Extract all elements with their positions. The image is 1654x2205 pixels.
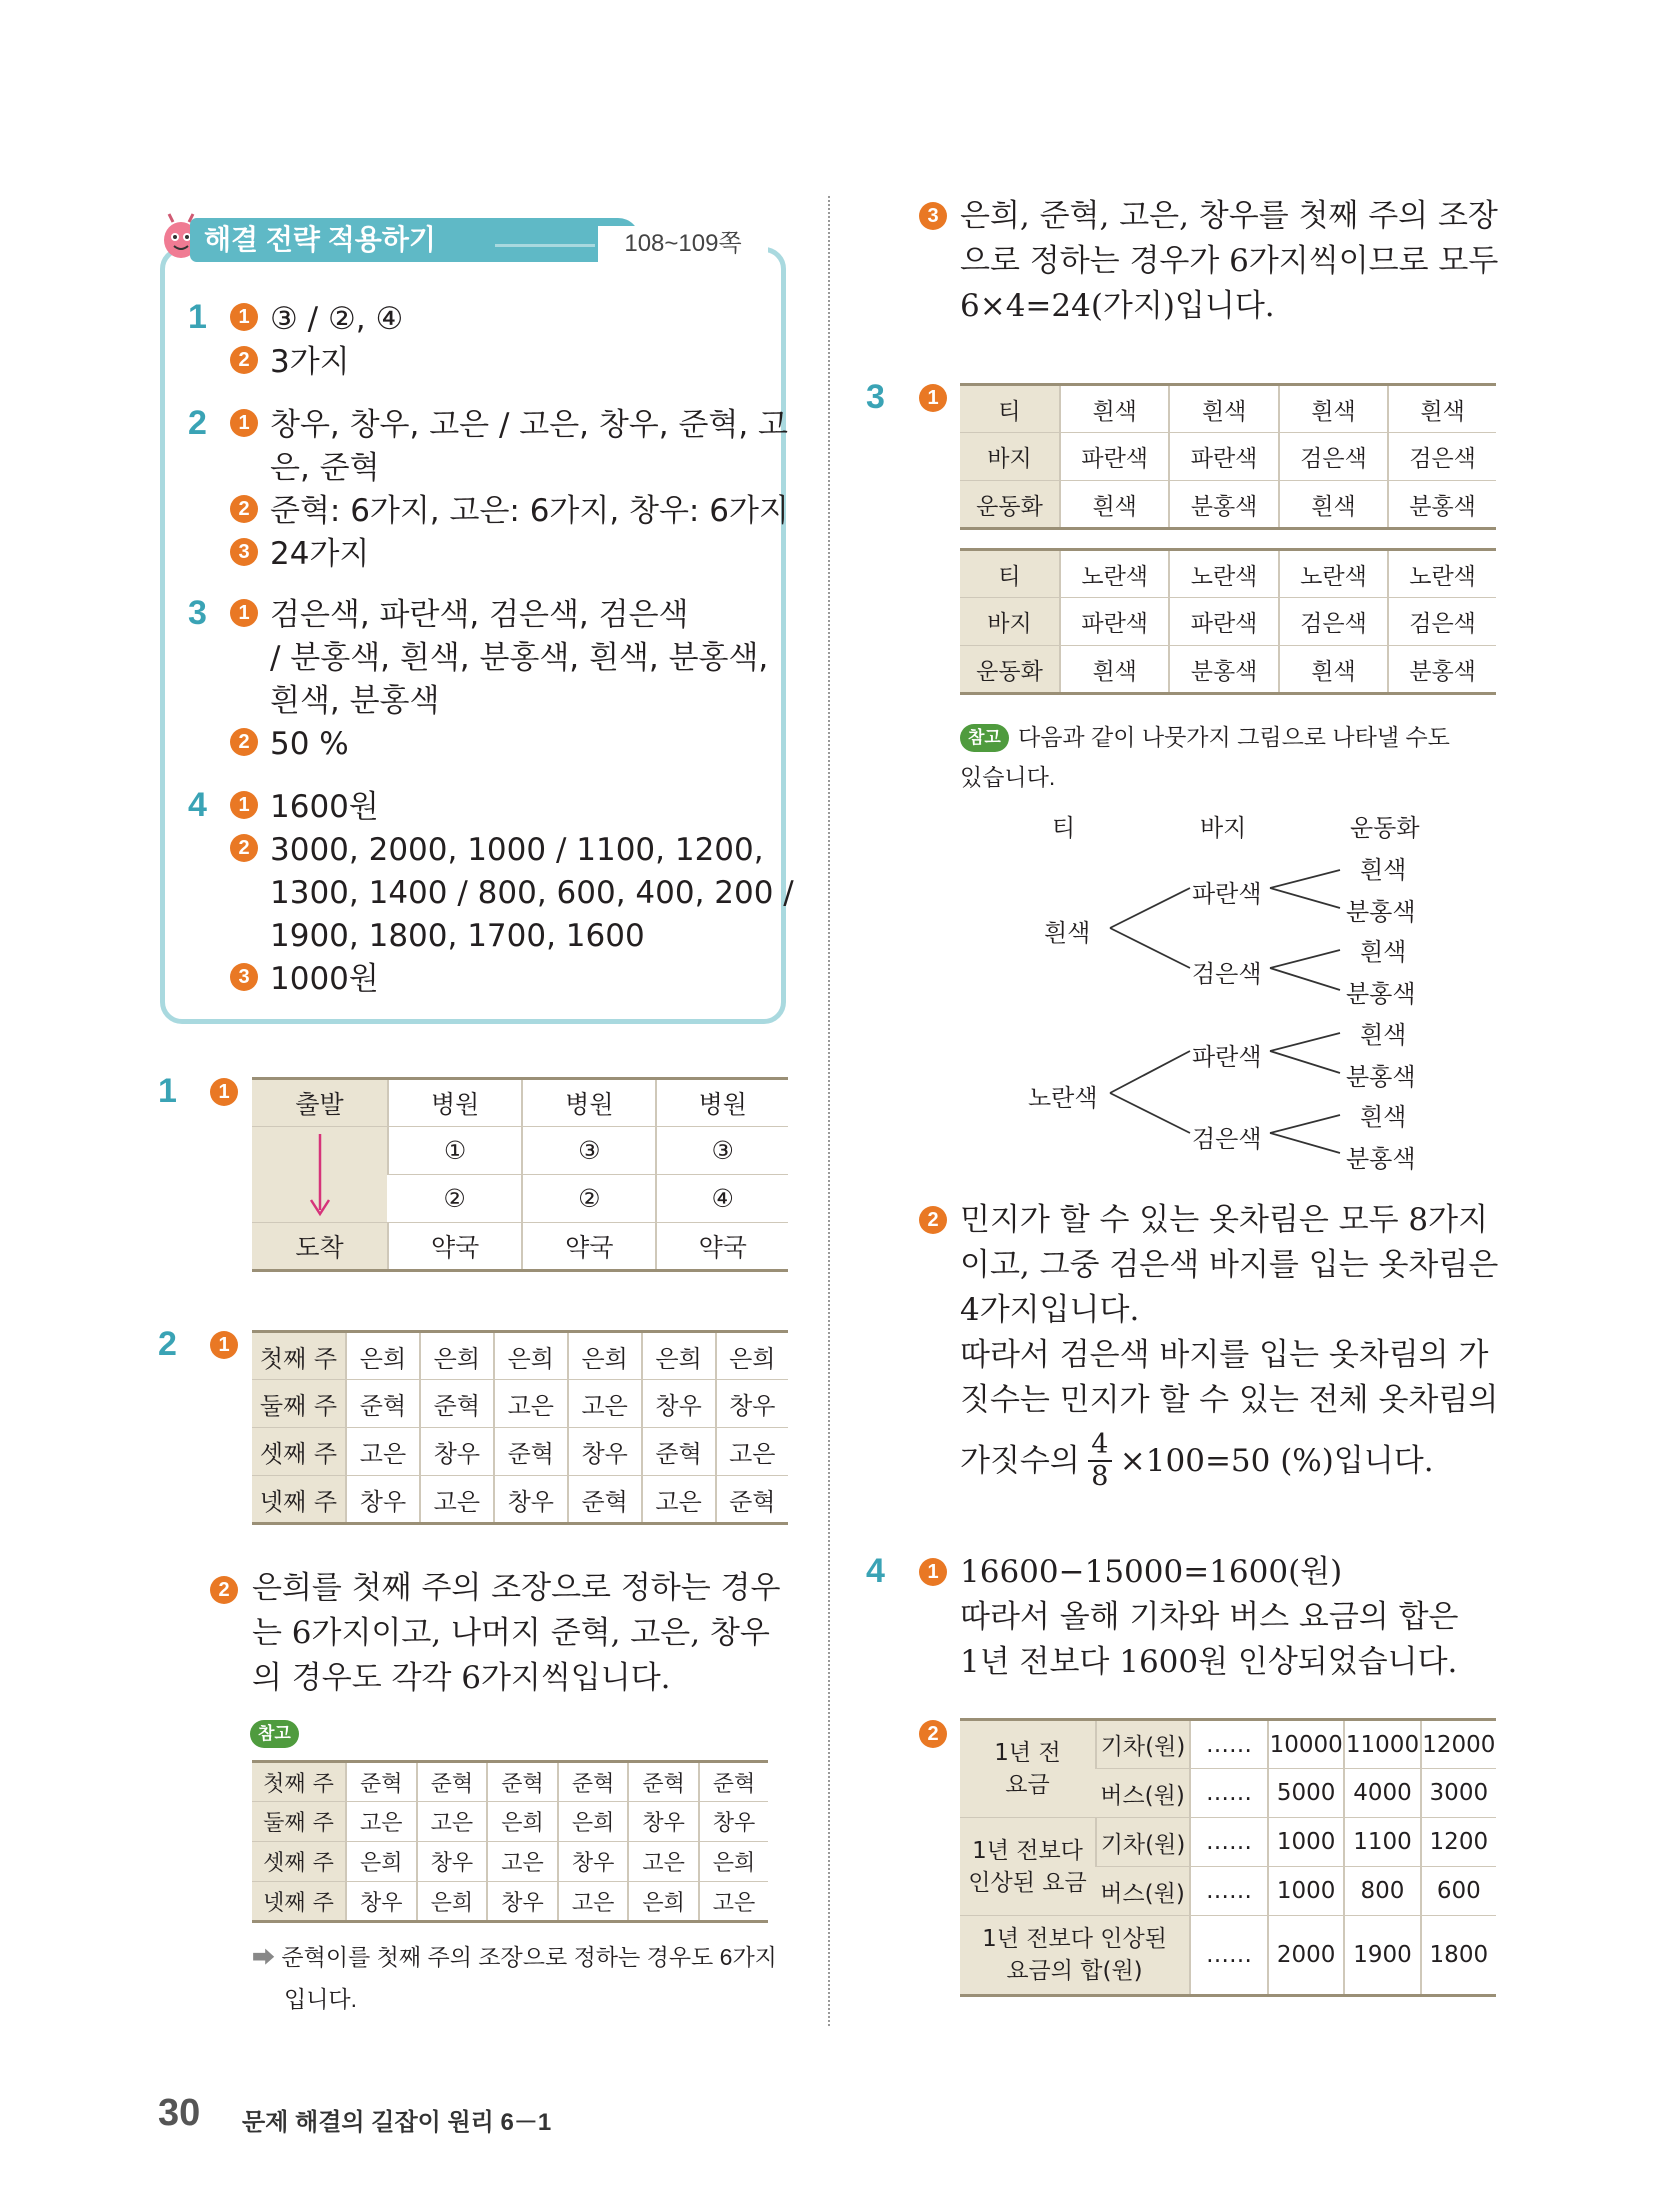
answer-text: 준혁: 6가지, 고은: 6가지, 창우: 6가지 xyxy=(270,493,789,529)
table-cell: 은희 xyxy=(494,1332,568,1380)
outfit-table xyxy=(960,548,1496,695)
row-header-cell: 셋째 주 xyxy=(252,1842,346,1882)
route-arrow-cell xyxy=(252,1127,388,1223)
table-cell: 준혁 xyxy=(699,1762,768,1802)
fraction xyxy=(1088,1430,1112,1492)
table-cell: 노란색 xyxy=(1388,550,1496,598)
table-cell: 고은 xyxy=(699,1882,768,1922)
tree-node: 분홍색 xyxy=(1346,981,1416,1008)
row-header-cell: 첫째 주 xyxy=(252,1332,346,1380)
table-cell: 은희 xyxy=(628,1882,699,1922)
fraction-line xyxy=(960,1430,1434,1492)
cell-line: 1년 전보다 xyxy=(972,1837,1083,1864)
table-cell: 창우 xyxy=(699,1802,768,1842)
book-title: 문제 해결의 길잡이 원리 6－1 xyxy=(242,2109,552,2136)
table-cell: …… xyxy=(1190,1818,1268,1867)
table-cell: 은희 xyxy=(642,1332,716,1380)
problem-number: 3 xyxy=(866,378,885,416)
table-cell: 1900 xyxy=(1344,1916,1420,1996)
row-header-cell: 첫째 주 xyxy=(252,1762,346,1802)
explanation-line: 16600−15000=1600(원) xyxy=(960,1554,1343,1590)
explanation-line: 짓수는 민지가 할 수 있는 전체 옷차림의 xyxy=(960,1382,1499,1418)
explanation-line: 는 6가지이고, 나머지 준혁, 고은, 창우 xyxy=(252,1615,770,1651)
table-cell: 분홍색 xyxy=(1388,646,1496,694)
table-cell: 2000 xyxy=(1268,1916,1344,1996)
table-cell: 창우 xyxy=(417,1842,488,1882)
tree-header: 운동화 xyxy=(1350,815,1420,842)
table-cell: 노란색 xyxy=(1169,550,1278,598)
note-text: 준혁이를 첫째 주의 조장으로 정하는 경우도 6가지 xyxy=(281,1944,777,1970)
table-cell: 준혁 xyxy=(417,1762,488,1802)
table-cell: 흰색 xyxy=(1279,646,1388,694)
fraction-denominator: 8 xyxy=(1091,1461,1109,1492)
row-header-cell: 넷째 주 xyxy=(252,1476,346,1524)
table-cell: 고은 xyxy=(487,1842,558,1882)
table-cell: 고은 xyxy=(417,1802,488,1842)
circle-number: 2 xyxy=(210,1576,238,1604)
table-cell: 3000 xyxy=(1421,1769,1496,1818)
explanation-line: 따라서 검은색 바지를 입는 옷차림의 가 xyxy=(960,1337,1489,1373)
explanation-line: 민지가 할 수 있는 옷차림은 모두 8가지 xyxy=(960,1202,1489,1238)
circle-number: 1 xyxy=(230,303,258,331)
table-cell: 준혁 xyxy=(346,1762,417,1802)
table-cell: 고은 xyxy=(346,1428,420,1476)
circle-number: 1 xyxy=(210,1078,238,1106)
cell-line: 1년 전 xyxy=(994,1740,1061,1766)
tree-node: 파란색 xyxy=(1192,881,1262,908)
circle-number: 1 xyxy=(230,409,258,437)
tree-node: 분홍색 xyxy=(1346,1146,1416,1173)
table-cell: 창우 xyxy=(628,1802,699,1842)
table-cell: 흰색 xyxy=(1169,385,1278,433)
table-cell: 준혁 xyxy=(568,1476,642,1524)
table-cell: 은희 xyxy=(346,1332,420,1380)
explanation-line: 의 경우도 각각 6가지씩입니다. xyxy=(252,1660,671,1696)
tree-node: 흰색 xyxy=(1044,920,1091,947)
outfit-table xyxy=(960,383,1496,530)
explanation-line: 4가지입니다. xyxy=(960,1292,1140,1328)
table-cell: 흰색 xyxy=(1388,385,1496,433)
table-cell: 고은 xyxy=(568,1380,642,1428)
answer-text: / 분홍색, 흰색, 분홍색, 흰색, 분홍색, xyxy=(270,640,769,676)
tree-node: 노란색 xyxy=(1028,1085,1098,1112)
table-cell: …… xyxy=(1190,1720,1268,1769)
table-cell: 준혁 xyxy=(642,1428,716,1476)
tree-node: 파란색 xyxy=(1192,1044,1262,1071)
table-cell: 고은 xyxy=(494,1380,568,1428)
row-header-cell: 셋째 주 xyxy=(252,1428,346,1476)
table-cell: 은희 xyxy=(487,1802,558,1842)
page-number: 30 xyxy=(158,2092,201,2134)
table-cell: 병원 xyxy=(522,1079,656,1127)
table-cell: 1100 xyxy=(1344,1818,1420,1867)
note-conclusion xyxy=(252,1940,777,1974)
answer-text: 은, 준혁 xyxy=(270,450,380,486)
tree-header: 바지 xyxy=(1200,815,1247,842)
tree-node: 흰색 xyxy=(1360,1022,1407,1049)
circle-number: 2 xyxy=(919,1206,947,1234)
answer-text: 50 % xyxy=(270,726,349,762)
table-cell: …… xyxy=(1190,1916,1268,1996)
cell-line: 요금의 합(원) xyxy=(1006,1958,1143,1984)
table-cell: 고은 xyxy=(628,1842,699,1882)
table-cell: 파란색 xyxy=(1060,598,1169,646)
table-cell: ② xyxy=(388,1175,522,1223)
down-arrow-icon xyxy=(305,1130,335,1220)
table-cell: 준혁 xyxy=(716,1476,788,1524)
tree-node: 분홍색 xyxy=(1346,1064,1416,1091)
row-header-cell: 티 xyxy=(960,385,1060,433)
table-cell: 검은색 xyxy=(1279,598,1388,646)
table-cell: 준혁 xyxy=(487,1762,558,1802)
answer-text: 24가지 xyxy=(270,536,370,572)
row-header-cell: 바지 xyxy=(960,598,1060,646)
table-cell: 12000 xyxy=(1421,1720,1496,1769)
tree-node: 검은색 xyxy=(1192,1126,1262,1153)
table-cell: 10000 xyxy=(1268,1720,1344,1769)
answer-text: ③ / ②, ④ xyxy=(270,301,404,337)
table-cell: 준혁 xyxy=(420,1380,494,1428)
question-number: 3 xyxy=(188,594,207,632)
answer-text: 검은색, 파란색, 검은색, 검은색 xyxy=(270,597,689,633)
table-cell: 병원 xyxy=(656,1079,788,1127)
cell-line: 1년 전보다 인상된 xyxy=(982,1926,1167,1952)
table-cell: 고은 xyxy=(346,1802,417,1842)
circle-number: 1 xyxy=(230,599,258,627)
circle-number: 1 xyxy=(230,791,258,819)
cell-line: 인상된 요금 xyxy=(968,1869,1087,1896)
row-header-cell: 둘째 주 xyxy=(252,1380,346,1428)
table-cell: 분홍색 xyxy=(1169,481,1278,529)
row-header-cell: 넷째 주 xyxy=(252,1882,346,1922)
row-header-cell: 운동화 xyxy=(960,481,1060,529)
explanation-line: 따라서 올해 기차와 버스 요금의 합은 xyxy=(960,1599,1459,1635)
note-badge: 참고 xyxy=(960,724,1009,752)
question-number: 1 xyxy=(188,298,207,336)
table-cell: 노란색 xyxy=(1279,550,1388,598)
table-cell: 버스(원) xyxy=(1096,1867,1190,1916)
circle-number: 2 xyxy=(230,495,258,523)
explanation-text: ×100=50 (%)입니다. xyxy=(1119,1443,1434,1479)
problem-number: 4 xyxy=(866,1552,885,1590)
table-cell: 파란색 xyxy=(1060,433,1169,481)
table-cell: 창우 xyxy=(642,1380,716,1428)
table-cell: 도착 xyxy=(252,1223,388,1271)
table-cell: 은희 xyxy=(699,1842,768,1882)
circle-number: 1 xyxy=(919,384,947,412)
circle-number: 3 xyxy=(230,538,258,566)
problem-number: 2 xyxy=(158,1325,177,1363)
table-cell: ③ xyxy=(522,1127,656,1175)
row-header-cell: 둘째 주 xyxy=(252,1802,346,1842)
table-cell: 창우 xyxy=(558,1842,629,1882)
fraction-numerator: 4 xyxy=(1091,1429,1109,1460)
explanation-line: 1년 전보다 1600원 인상되었습니다. xyxy=(960,1644,1458,1680)
table-cell: 11000 xyxy=(1344,1720,1420,1769)
explanation-line: 은희, 준혁, 고은, 창우를 첫째 주의 조장 xyxy=(960,198,1498,234)
note-leader-table xyxy=(252,1760,768,1923)
explanation-line: 은희를 첫째 주의 조장으로 정하는 경우 xyxy=(252,1570,781,1606)
row-header-cell: 바지 xyxy=(960,433,1060,481)
table-cell: 기차(원) xyxy=(1096,1818,1190,1867)
table-cell: ④ xyxy=(656,1175,788,1223)
question-number: 4 xyxy=(188,786,207,824)
table-cell: 1000 xyxy=(1268,1818,1344,1867)
row-header-cell: 운동화 xyxy=(960,646,1060,694)
tree-node: 흰색 xyxy=(1360,857,1407,884)
circle-number: 3 xyxy=(919,202,947,230)
table-cell: ② xyxy=(522,1175,656,1223)
route-table xyxy=(252,1077,788,1272)
table-cell: 약국 xyxy=(656,1223,788,1271)
table-cell: 약국 xyxy=(522,1223,656,1271)
table-cell: 고은 xyxy=(716,1428,788,1476)
answer-text: 창우, 창우, 고은 / 고은, 창우, 준혁, 고 xyxy=(270,407,788,443)
table-cell: 준혁 xyxy=(346,1380,420,1428)
table-cell: 창우 xyxy=(487,1882,558,1922)
table-cell: 고은 xyxy=(642,1476,716,1524)
note-badge: 참고 xyxy=(250,1720,299,1748)
table-cell: 고은 xyxy=(420,1476,494,1524)
problem-number: 1 xyxy=(158,1072,177,1110)
table-cell: 검은색 xyxy=(1279,433,1388,481)
cell-line: 요금 xyxy=(1005,1772,1050,1798)
table-cell: 창우 xyxy=(494,1476,568,1524)
table-cell: …… xyxy=(1190,1769,1268,1818)
table-cell xyxy=(960,1818,1096,1916)
table-cell: 병원 xyxy=(388,1079,522,1127)
table-cell xyxy=(960,1916,1190,1996)
explanation-text: 가짓수의 xyxy=(960,1443,1080,1479)
tree-node: 검은색 xyxy=(1192,961,1262,988)
fare-table xyxy=(960,1718,1496,1997)
table-cell: …… xyxy=(1190,1867,1268,1916)
header-rule xyxy=(495,244,595,247)
explanation-line: 으로 정하는 경우가 6가지씩이므로 모두 xyxy=(960,243,1499,279)
table-cell: 파란색 xyxy=(1169,598,1278,646)
table-cell: 준혁 xyxy=(628,1762,699,1802)
note-text: 있습니다. xyxy=(960,764,1056,790)
circle-number: 2 xyxy=(230,834,258,862)
table-cell: 창우 xyxy=(568,1428,642,1476)
table-cell: 출발 xyxy=(252,1079,388,1127)
table-cell: 1800 xyxy=(1421,1916,1496,1996)
tree-node: 흰색 xyxy=(1360,1104,1407,1131)
strategy-title-banner: 해결 전략 적용하기 xyxy=(190,218,640,262)
table-cell: 흰색 xyxy=(1279,481,1388,529)
table-cell: ① xyxy=(388,1127,522,1175)
answer-text: 1300, 1400 / 800, 600, 400, 200 / xyxy=(270,875,794,911)
table-cell: 고은 xyxy=(558,1882,629,1922)
table-cell: 버스(원) xyxy=(1096,1769,1190,1818)
tree-node: 분홍색 xyxy=(1346,899,1416,926)
row-header-cell: 티 xyxy=(960,550,1060,598)
note-text: 입니다. xyxy=(284,1986,358,2012)
table-cell: 은희 xyxy=(346,1842,417,1882)
table-cell: 분홍색 xyxy=(1388,481,1496,529)
table-cell: 은희 xyxy=(716,1332,788,1380)
table-cell: 노란색 xyxy=(1060,550,1169,598)
table-cell: 창우 xyxy=(346,1476,420,1524)
circle-number: 1 xyxy=(919,1558,947,1586)
answer-text: 흰색, 분홍색 xyxy=(270,683,440,719)
answer-text: 1900, 1800, 1700, 1600 xyxy=(270,918,645,954)
table-cell: 흰색 xyxy=(1060,481,1169,529)
circle-number: 1 xyxy=(210,1331,238,1359)
table-cell: 1000 xyxy=(1268,1867,1344,1916)
leader-table xyxy=(252,1330,788,1525)
table-cell: 은희 xyxy=(417,1882,488,1922)
table-cell: 4000 xyxy=(1344,1769,1420,1818)
table-cell: 창우 xyxy=(420,1428,494,1476)
right-arrow-icon: ➡ xyxy=(252,1944,275,1970)
table-cell: 800 xyxy=(1344,1867,1420,1916)
question-number: 2 xyxy=(188,404,207,442)
page-ref: 108~109쪽 xyxy=(598,226,768,262)
column-divider xyxy=(828,196,830,2026)
answer-text: 1600원 xyxy=(270,789,379,825)
answer-text: 1000원 xyxy=(270,961,379,997)
tree-node: 흰색 xyxy=(1360,939,1407,966)
table-cell: 기차(원) xyxy=(1096,1720,1190,1769)
tree-diagram xyxy=(1000,808,1480,1178)
table-cell: 은희 xyxy=(558,1802,629,1842)
table-cell: 흰색 xyxy=(1060,646,1169,694)
table-cell: 파란색 xyxy=(1169,433,1278,481)
tree-header: 티 xyxy=(1052,815,1076,842)
table-cell xyxy=(960,1720,1096,1818)
table-cell: 5000 xyxy=(1268,1769,1344,1818)
explanation-line: 이고, 그중 검은색 바지를 입는 옷차림은 xyxy=(960,1247,1499,1283)
table-cell: 분홍색 xyxy=(1169,646,1278,694)
table-cell: 은희 xyxy=(568,1332,642,1380)
explanation-line: 6×4=24(가지)입니다. xyxy=(960,288,1275,324)
circle-number: 2 xyxy=(230,346,258,374)
circle-number: 3 xyxy=(230,963,258,991)
table-cell: 창우 xyxy=(716,1380,788,1428)
table-cell: 검은색 xyxy=(1388,433,1496,481)
table-cell: 은희 xyxy=(420,1332,494,1380)
table-cell: 검은색 xyxy=(1388,598,1496,646)
answer-text: 3000, 2000, 1000 / 1100, 1200, xyxy=(270,832,764,868)
table-cell: 창우 xyxy=(346,1882,417,1922)
table-cell: 1200 xyxy=(1421,1818,1496,1867)
table-cell: 600 xyxy=(1421,1867,1496,1916)
circle-number: 2 xyxy=(919,1720,947,1748)
table-cell: ③ xyxy=(656,1127,788,1175)
answer-text: 3가지 xyxy=(270,344,350,380)
table-cell: 약국 xyxy=(388,1223,522,1271)
table-cell: 흰색 xyxy=(1060,385,1169,433)
circle-number: 2 xyxy=(230,728,258,756)
table-cell: 준혁 xyxy=(494,1428,568,1476)
note-text: 다음과 같이 나뭇가지 그림으로 나타낼 수도 xyxy=(1018,724,1450,750)
table-cell: 흰색 xyxy=(1279,385,1388,433)
table-cell: 준혁 xyxy=(558,1762,629,1802)
